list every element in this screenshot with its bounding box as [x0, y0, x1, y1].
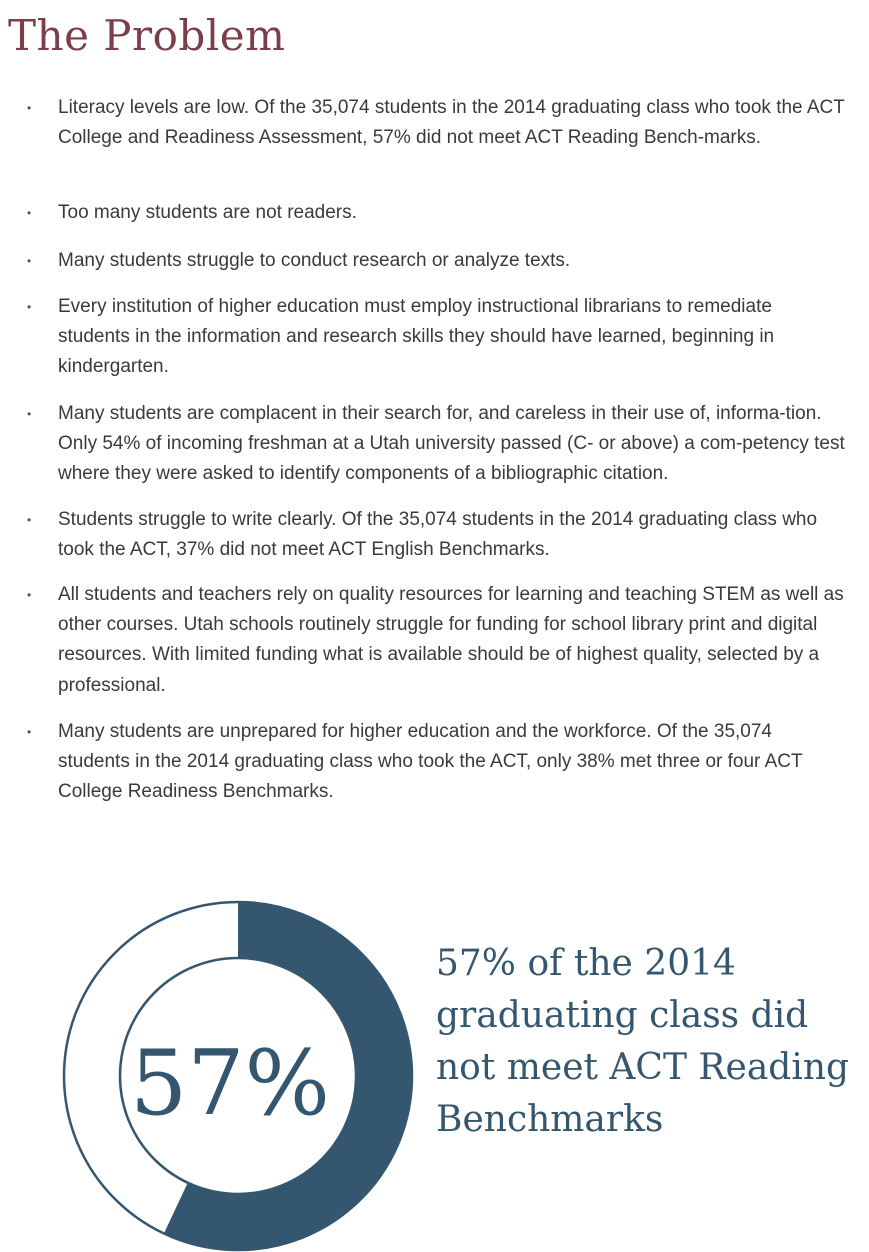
bullet-icon: • [27, 407, 32, 421]
page-title: The Problem [8, 11, 286, 60]
list-item [27, 292, 848, 383]
bullet-icon: • [27, 300, 32, 314]
list-item-text: Too many students are not readers. [58, 202, 357, 223]
bullet-icon: • [27, 101, 32, 115]
bullet-icon: • [27, 254, 32, 268]
list-item [27, 198, 848, 228]
percent-donut-chart [62, 900, 414, 1252]
list-item [27, 399, 848, 490]
list-item [27, 580, 848, 701]
bullet-icon: • [27, 588, 32, 602]
list-item [27, 717, 848, 808]
list-item [27, 246, 848, 276]
list-item-text: Every institution of higher education must employ instructional librarians to remediate students in the information and research skills they should have learned, beginning in kindergarten. [58, 296, 775, 378]
list-item [27, 505, 848, 565]
list-item-text: Literacy levels are low. Of the 35,074 students in the 2014 graduating class who took the ACT College and Readiness Assessment, 57% did not meet ACT Reading Bench-marks. [58, 97, 845, 149]
list-item-text: Students struggle to write clearly. Of the 35,074 students in the 2014 graduating class who took the ACT, 37% did not meet ACT English Benchmarks. [58, 509, 818, 561]
bullet-icon: • [27, 206, 32, 220]
stat-caption: 57% of the 2014 graduating class did not meet ACT Reading Benchmarks [436, 943, 850, 1140]
list-item-text: Many students are complacent in their search for, and careless in their use of, informa-tion. Only 54% of incoming freshman at a Utah university passed (C- or above) a com-petency test where they were asked to identify components of a bibliographic citation. [58, 403, 845, 485]
list-item-text: Many students struggle to conduct research or analyze texts. [58, 250, 571, 271]
bullet-icon: • [27, 725, 32, 739]
bullet-icon: • [27, 513, 32, 527]
list-item-text: All students and teachers rely on quality resources for learning and teaching STEM as well as other courses. Utah schools routinely struggle for funding for school library print and digital resources. With limited funding what is available should be of highest quality, selected by a professional. [58, 584, 844, 696]
donut-percent-label: 57% [129, 1031, 331, 1136]
list-item [27, 93, 848, 153]
list-item-text: Many students are unprepared for higher education and the workforce. Of the 35,074 students in the 2014 graduating class who took the ACT, only 38% met three or four ACT College Readiness Benchmarks. [58, 721, 803, 803]
